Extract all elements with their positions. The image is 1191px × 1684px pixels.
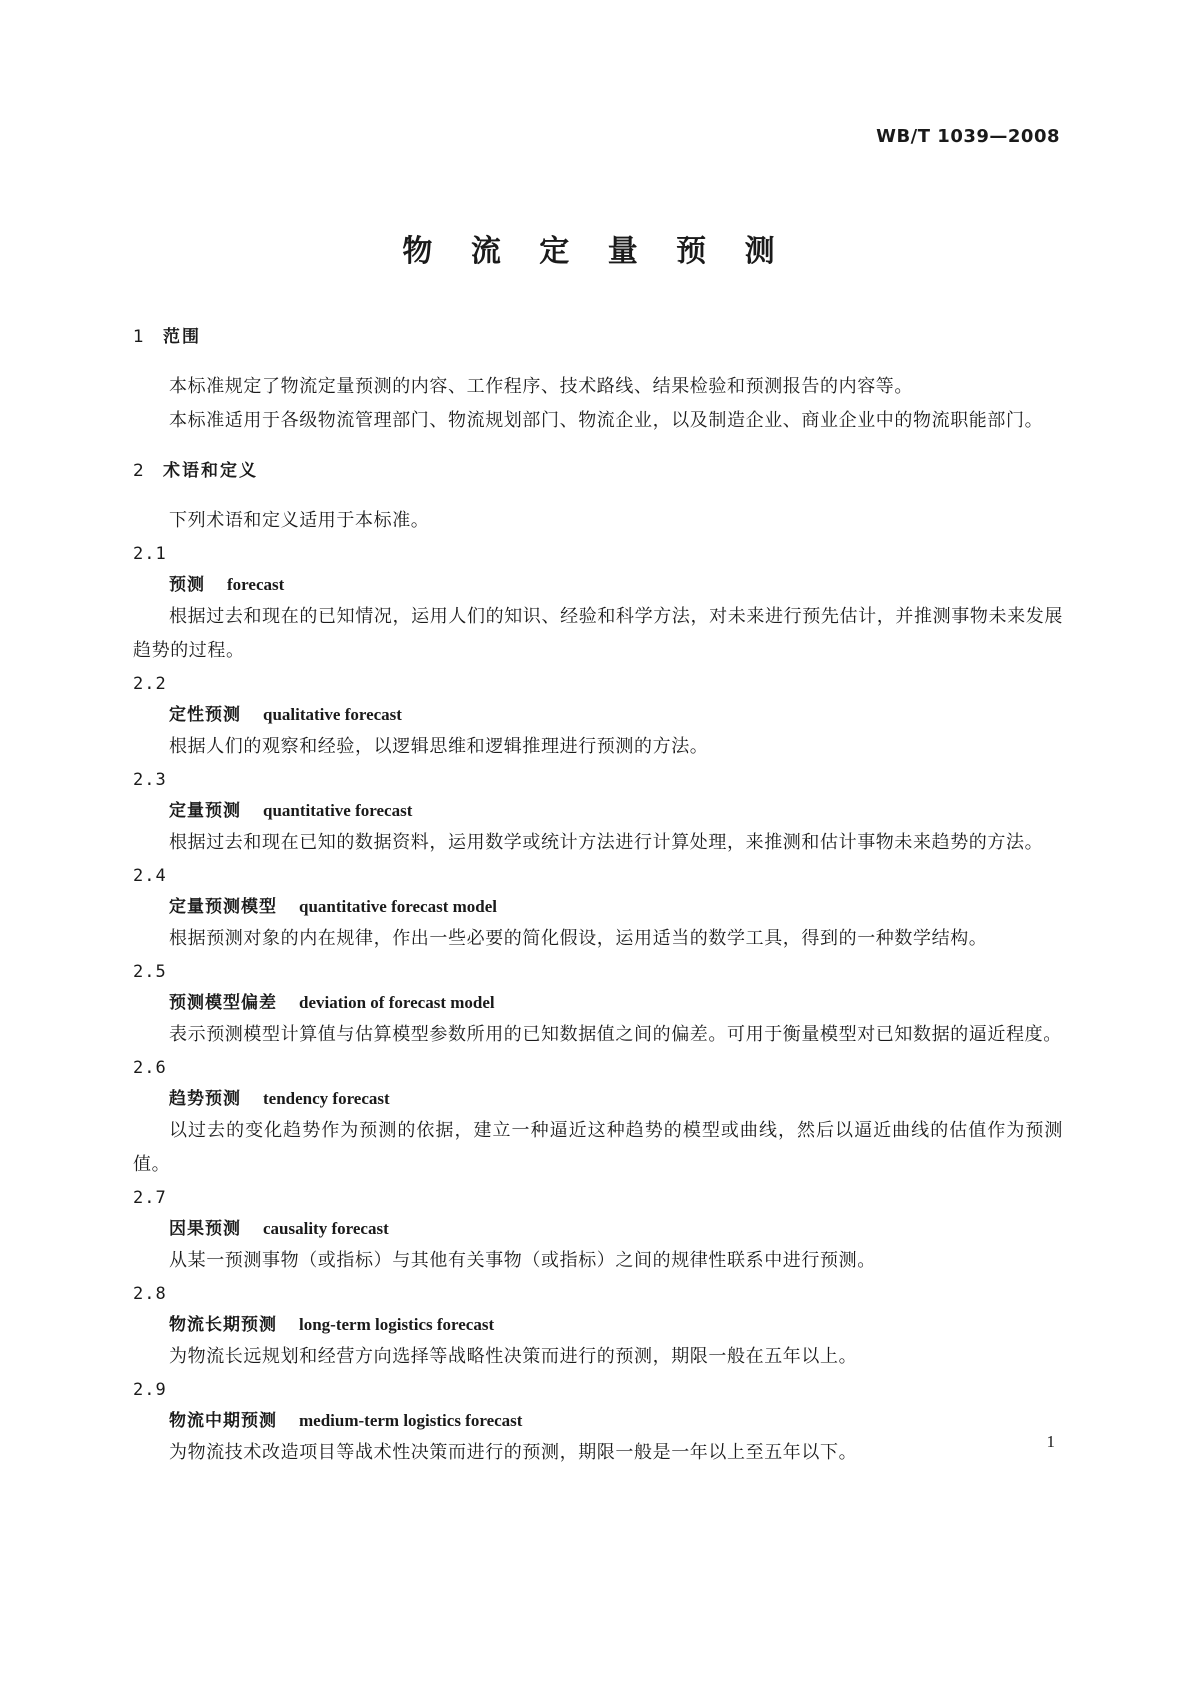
term-name (133, 1310, 1063, 1340)
section-heading-scope (133, 322, 1063, 352)
term-entry (133, 1278, 1063, 1374)
term-en: long-term logistics forecast (299, 1315, 495, 1334)
term-en: quantitative forecast model (299, 897, 497, 916)
standard-code: WB/T 1039—2008 (876, 126, 1060, 147)
section-heading-terms (133, 456, 1063, 486)
term-en: deviation of forecast model (299, 993, 495, 1012)
term-zh: 物流中期预测 (169, 1411, 277, 1431)
paragraph: 下列术语和定义适用于本标准。 (169, 510, 430, 531)
section-number: 1 (133, 327, 144, 347)
term-en: causality forecast (263, 1219, 389, 1238)
term-entry (133, 1182, 1063, 1278)
term-number: 2.9 (133, 1380, 167, 1400)
document-title: 物 流 定 量 预 测 (402, 234, 789, 269)
term-number: 2.3 (133, 770, 167, 790)
term-zh: 物流长期预测 (169, 1315, 277, 1335)
term-name (133, 892, 1063, 922)
term-entry (133, 1374, 1063, 1470)
term-number: 2.6 (133, 1058, 167, 1078)
term-en: qualitative forecast (263, 705, 402, 724)
term-name (133, 1406, 1063, 1436)
term-entry (133, 668, 1063, 764)
document-body (133, 322, 1063, 1470)
term-definition: 为物流技术改造项目等战术性决策而进行的预测，期限一般是一年以上至五年以下。 (169, 1442, 858, 1463)
section-number: 2 (133, 461, 144, 481)
term-entry (133, 860, 1063, 956)
term-name (133, 1084, 1063, 1114)
term-en: quantitative forecast (263, 801, 413, 820)
term-definition: 根据过去和现在的已知情况，运用人们的知识、经验和科学方法，对未来进行预先估计，并推测事物未来发展趋势的过程。 (133, 606, 1063, 661)
term-definition: 以过去的变化趋势作为预测的依据，建立一种逼近这种趋势的模型或曲线，然后以逼近曲线的估值作为预测值。 (133, 1120, 1063, 1175)
term-name (133, 988, 1063, 1018)
section-label: 范围 (163, 327, 201, 347)
term-name (133, 700, 1063, 730)
paragraph: 本标准规定了物流定量预测的内容、工作程序、技术路线、结果检验和预测报告的内容等。 (169, 376, 913, 397)
term-entry (133, 1052, 1063, 1182)
term-definition: 根据过去和现在已知的数据资料，运用数学或统计方法进行计算处理，来推测和估计事物未来趋势的方法。 (169, 832, 1044, 853)
term-zh: 预测模型偏差 (169, 993, 277, 1013)
term-zh: 定性预测 (169, 705, 241, 725)
term-en: forecast (227, 575, 285, 594)
term-definition: 根据预测对象的内在规律，作出一些必要的简化假设，运用适当的数学工具，得到的一种数学结构。 (169, 928, 988, 949)
term-definition: 表示预测模型计算值与估算模型参数所用的已知数据值之间的偏差。可用于衡量模型对已知数据的逼近程度。 (169, 1024, 1062, 1045)
term-definition: 从某一预测事物（或指标）与其他有关事物（或指标）之间的规律性联系中进行预测。 (169, 1250, 876, 1271)
term-en: medium-term logistics forecast (299, 1411, 523, 1430)
term-number: 2.1 (133, 544, 167, 564)
term-number: 2.4 (133, 866, 167, 886)
term-entry (133, 764, 1063, 860)
term-name (133, 570, 1063, 600)
term-number: 2.7 (133, 1188, 167, 1208)
paragraph: 本标准适用于各级物流管理部门、物流规划部门、物流企业，以及制造企业、商业企业中的物流职能部门。 (169, 410, 1044, 431)
term-zh: 定量预测 (169, 801, 241, 821)
term-zh: 因果预测 (169, 1219, 241, 1239)
term-zh: 定量预测模型 (169, 897, 277, 917)
term-number: 2.8 (133, 1284, 167, 1304)
page-number: 1 (1046, 1432, 1055, 1451)
term-entry (133, 538, 1063, 668)
term-name (133, 1214, 1063, 1244)
term-definition: 根据人们的观察和经验，以逻辑思维和逻辑推理进行预测的方法。 (169, 736, 709, 757)
term-en: tendency forecast (263, 1089, 390, 1108)
term-definition: 为物流长远规划和经营方向选择等战略性决策而进行的预测，期限一般在五年以上。 (169, 1346, 858, 1367)
term-zh: 预测 (169, 575, 205, 595)
term-number: 2.2 (133, 674, 167, 694)
section-label: 术语和定义 (163, 461, 258, 481)
term-name (133, 796, 1063, 826)
term-number: 2.5 (133, 962, 167, 982)
term-entry (133, 956, 1063, 1052)
term-zh: 趋势预测 (169, 1089, 241, 1109)
